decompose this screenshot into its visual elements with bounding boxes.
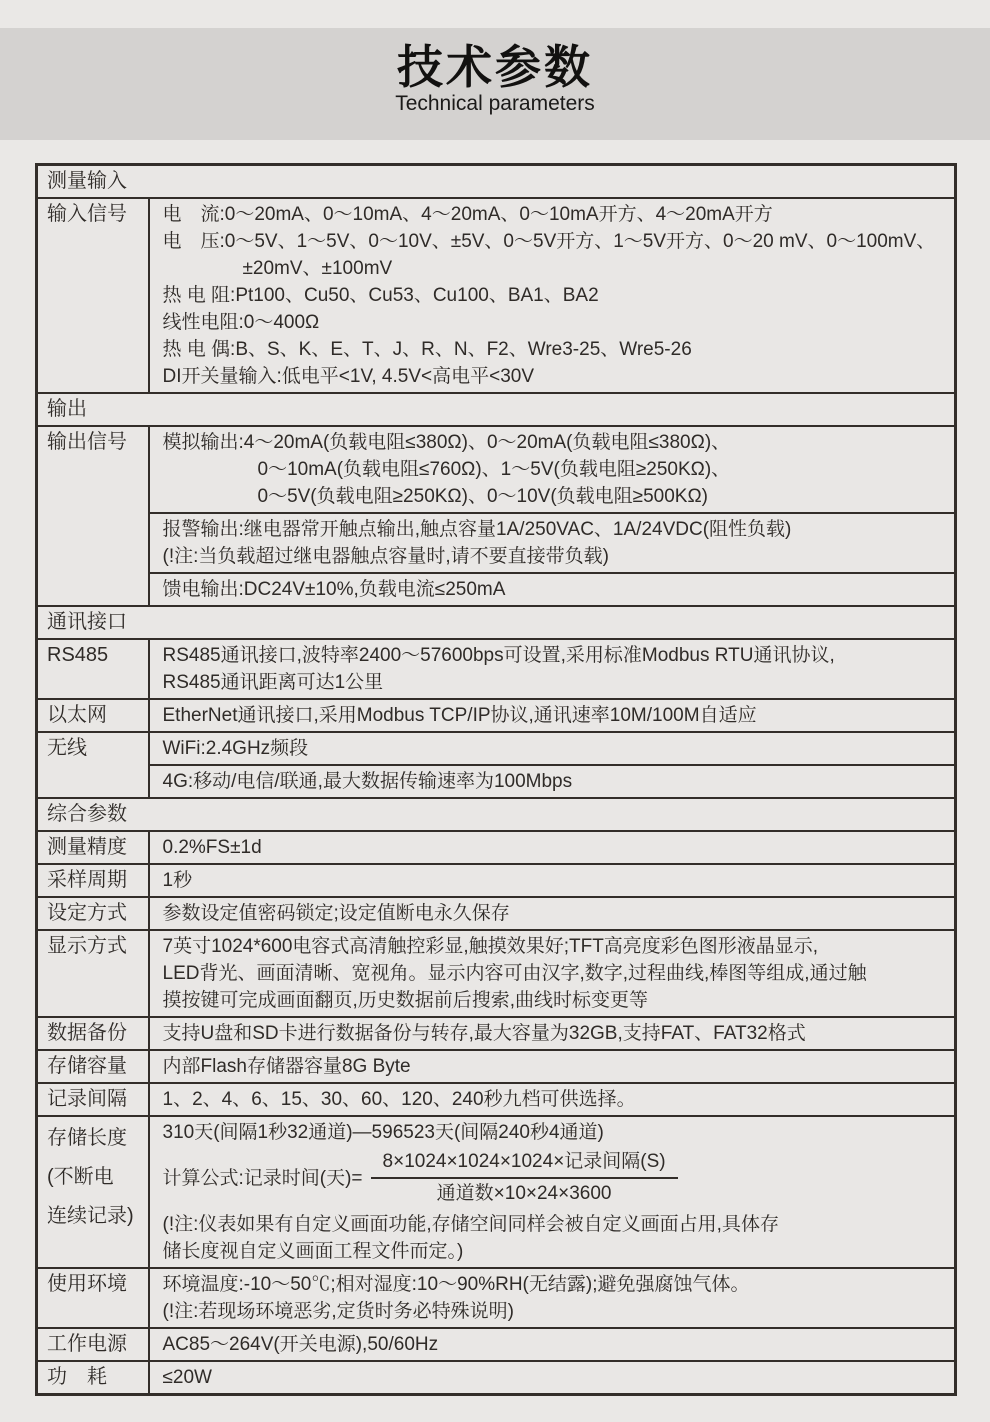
row-label-line: 使用环境 (47, 1273, 127, 1295)
row-label (37, 864, 149, 897)
table-row (37, 897, 956, 930)
table-row (37, 930, 956, 1017)
table-row (37, 198, 956, 393)
row-label (37, 1116, 149, 1268)
row-label (37, 831, 149, 864)
value-line: DI开关量输入:低电平<1V, 4.5V<高电平<30V (162, 366, 535, 387)
value-line: EtherNet通讯接口,采用Modbus TCP/IP协议,通讯速率10M/100M自适应 (162, 705, 757, 726)
title-banner (0, 28, 990, 140)
value-line: 热 电 阻:Pt100、Cu50、Cu53、Cu100、BA1、BA2 (162, 285, 599, 306)
row-value (149, 765, 956, 798)
table-row (37, 765, 956, 798)
value-line: 线性电阻:0～400Ω (162, 312, 320, 333)
row-value (149, 1017, 956, 1050)
table-row (37, 573, 956, 606)
value-line: 参数设定值密码锁定;设定值断电永久保存 (162, 903, 510, 924)
row-label-line: 输出信号 (47, 431, 127, 453)
table-row (37, 1050, 956, 1083)
section-row (37, 165, 956, 199)
section-row (37, 606, 956, 639)
row-value (149, 864, 956, 897)
section-header: 通讯接口 (37, 606, 956, 639)
table-row (37, 1116, 956, 1268)
section-header: 测量输入 (37, 165, 956, 199)
value-line: 0～5V(负载电阻≥250KΩ)、0～10V(负载电阻≥500KΩ) (257, 486, 708, 507)
value-line: 馈电输出:DC24V±10%,负载电流≤250mA (162, 579, 506, 600)
page (0, 28, 990, 1396)
value-line: (!注:当负载超过继电器触点容量时,请不要直接带负载) (162, 546, 609, 567)
table-row (37, 699, 956, 732)
row-label (37, 639, 149, 699)
row-value (149, 1328, 956, 1361)
row-label (37, 426, 149, 606)
value-line: 4G:移动/电信/联通,最大数据传输速率为100Mbps (162, 771, 573, 792)
row-value (149, 639, 956, 699)
row-label-line: 以太网 (47, 704, 107, 726)
value-line: 1、2、4、6、15、30、60、120、240秒九档可供选择。 (162, 1089, 636, 1110)
row-label (37, 930, 149, 1017)
table-row (37, 426, 956, 513)
value-line: WiFi:2.4GHz频段 (162, 738, 309, 759)
row-label-line: 数据备份 (47, 1022, 127, 1044)
value-line: 模拟输出:4～20mA(负载电阻≤380Ω)、0～20mA(负载电阻≤380Ω)、 (162, 432, 731, 453)
section-header: 输出 (37, 393, 956, 426)
row-label (37, 1328, 149, 1361)
row-label-line: 连续记录) (47, 1205, 134, 1227)
row-value (149, 198, 956, 393)
row-label-line: 输入信号 (47, 203, 127, 225)
row-value (149, 930, 956, 1017)
value-line: (!注:若现场环境恶劣,定货时务必特殊说明) (162, 1301, 514, 1322)
table-row (37, 639, 956, 699)
row-value (149, 1050, 956, 1083)
value-line: LED背光、画面清晰、宽视角。显示内容可由汉字,数字,过程曲线,棒图等组成,通过触 (162, 963, 867, 984)
table-row (37, 864, 956, 897)
row-label-line: (不断电 (47, 1166, 114, 1188)
value-line: 储长度视自定义画面工程文件而定。) (162, 1241, 464, 1262)
section-row (37, 393, 956, 426)
row-label-line: 采样周期 (47, 869, 127, 891)
row-label-line: 工作电源 (47, 1333, 127, 1355)
row-label-line: 无线 (47, 737, 87, 759)
value-line: 报警输出:继电器常开触点输出,触点容量1A/250VAC、1A/24VDC(阻性负载) (162, 519, 792, 540)
value-line: 7英寸1024*600电容式高清触控彩显,触摸效果好;TFT高亮度彩色图形液晶显示, (162, 936, 819, 957)
row-label-line: 存储容量 (47, 1055, 127, 1077)
table-row (37, 1083, 956, 1116)
row-label (37, 1050, 149, 1083)
row-label (37, 1268, 149, 1328)
row-label-line: 功 耗 (47, 1366, 107, 1388)
row-value (149, 426, 956, 513)
formula-numerator: 8×1024×1024×1024×记录间隔(S) (371, 1149, 678, 1179)
row-value (149, 1268, 956, 1328)
row-label (37, 732, 149, 798)
value-line: 310天(间隔1秒32通道)—596523天(间隔240秒4通道) (162, 1122, 604, 1143)
formula-denominator: 通道数×10×24×3600 (436, 1183, 612, 1204)
page-subtitle: Technical parameters (395, 92, 595, 115)
value-line: 电 压:0～5V、1～5V、0～10V、±5V、0～5V开方、1～5V开方、0～20 mV、0～100mV、 (162, 231, 936, 252)
row-label (37, 699, 149, 732)
table-row (37, 1328, 956, 1361)
row-label-line: RS485 (47, 644, 109, 666)
section-row (37, 798, 956, 831)
row-value (149, 1116, 956, 1268)
row-label-line: 存储长度 (47, 1127, 127, 1149)
row-label (37, 1083, 149, 1116)
value-line: RS485通讯接口,波特率2400～57600bps可设置,采用标准Modbus RTU通讯协议, (162, 645, 835, 666)
value-line: 0～10mA(负载电阻≤760Ω)、1～5V(负载电阻≥250KΩ)、 (257, 459, 731, 480)
table-row (37, 1017, 956, 1050)
formula-fraction (371, 1149, 678, 1207)
value-line: RS485通讯距离可达1公里 (162, 672, 384, 693)
value-line: 摸按键可完成画面翻页,历史数据前后搜索,曲线时标变更等 (162, 990, 649, 1011)
row-value (149, 1361, 956, 1395)
value-line: 内部Flash存储器容量8G Byte (162, 1056, 411, 1077)
value-line: ≤20W (162, 1367, 212, 1388)
value-line: 电 流:0～20mA、0～10mA、4～20mA、0～10mA开方、4～20mA开方 (162, 204, 773, 225)
table-row (37, 1361, 956, 1395)
table-row (37, 1268, 956, 1328)
row-value (149, 699, 956, 732)
value-line: 支持U盘和SD卡进行数据备份与转存,最大容量为32GB,支持FAT、FAT32格式 (162, 1023, 806, 1044)
technical-parameters-table (35, 163, 957, 1396)
row-label-line: 显示方式 (47, 935, 127, 957)
row-label-line: 测量精度 (47, 836, 127, 858)
formula-prefix: 计算公式:记录时间(天)= (162, 1167, 363, 1189)
row-label (37, 1017, 149, 1050)
table-row (37, 513, 956, 573)
row-label (37, 897, 149, 930)
row-value (149, 1083, 956, 1116)
table-row (37, 732, 956, 765)
row-value (149, 573, 956, 606)
row-label (37, 198, 149, 393)
row-label (37, 1361, 149, 1395)
formula (163, 1149, 949, 1207)
row-value (149, 897, 956, 930)
row-value (149, 513, 956, 573)
value-line: 0.2%FS±1d (162, 837, 262, 858)
row-value (149, 732, 956, 765)
value-line: 1秒 (162, 870, 193, 891)
page-title: 技术参数 (397, 41, 593, 93)
value-line: (!注:仪表如果有自定义画面功能,存储空间同样会被自定义画面占用,具体存 (162, 1214, 779, 1235)
section-header: 综合参数 (37, 798, 956, 831)
row-value (149, 831, 956, 864)
value-line: ±20mV、±100mV (242, 258, 393, 279)
value-line: AC85～264V(开关电源),50/60Hz (162, 1334, 439, 1355)
row-label-line: 记录间隔 (47, 1088, 127, 1110)
table-row (37, 831, 956, 864)
row-label-line: 设定方式 (47, 902, 127, 924)
value-line: 环境温度:-10～50℃;相对湿度:10～90%RH(无结露);避免强腐蚀气体。 (162, 1274, 750, 1295)
value-line: 热 电 偶:B、S、K、E、T、J、R、N、F2、Wre3-25、Wre5-26 (162, 339, 692, 360)
